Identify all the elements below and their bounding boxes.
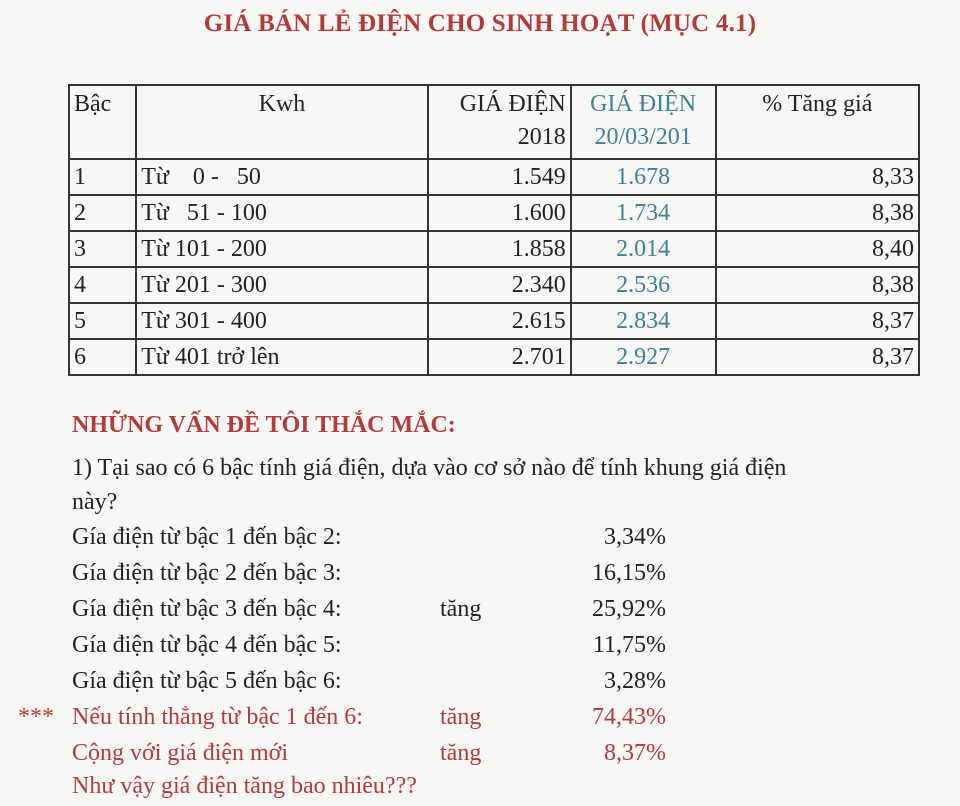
row-value: 8,37%: [604, 740, 666, 766]
cell-kwh: Từ 301 - 400: [136, 303, 427, 339]
cell-pct: 8,37: [716, 303, 919, 339]
cell-price-2018: 2.615: [428, 303, 571, 339]
cell-kwh: Từ 0 - 50: [136, 159, 427, 195]
cell-bac: 3: [69, 231, 136, 267]
list-item: [0, 627, 960, 663]
cell-price-new: 2.834: [571, 303, 716, 339]
row-word: tăng: [440, 704, 482, 730]
table-row: [69, 159, 919, 195]
row-value: 11,75%: [592, 632, 666, 658]
cell-price-new: 1.734: [571, 195, 716, 231]
price-table: [68, 84, 920, 376]
list-item: [0, 555, 960, 591]
row-label: Gía điện từ bậc 2 đến bậc 3:: [72, 560, 342, 586]
row-label: Gía điện từ bậc 1 đến bậc 2:: [72, 524, 342, 550]
cell-price-new: 2.014: [571, 231, 716, 267]
cell-price-new: 2.536: [571, 267, 716, 303]
row-label: Gía điện từ bậc 3 đến bậc 4:: [72, 596, 342, 622]
row-value: 3,28%: [604, 668, 666, 694]
header-price-2018-line1: GIÁ ĐIỆN: [459, 91, 566, 117]
cell-price-2018: 1.549: [428, 159, 571, 195]
cell-kwh: Từ 201 - 300: [136, 267, 427, 303]
cell-bac: 2: [69, 195, 136, 231]
header-price-new: [571, 85, 716, 159]
section-heading: NHỮNG VẤN ĐỀ TÔI THẮC MẮC:: [72, 412, 456, 438]
header-pct-increase: % Tăng giá: [716, 85, 919, 159]
cell-pct: 8,33: [716, 159, 919, 195]
row-label: Gía điện từ bậc 5 đến bậc 6:: [72, 668, 342, 694]
table-row: [69, 303, 919, 339]
cell-price-2018: 1.858: [428, 231, 571, 267]
page-title: GIÁ BÁN LẺ ĐIỆN CHO SINH HOẠT (MỤC 4.1): [203, 10, 757, 37]
cell-bac: 5: [69, 303, 136, 339]
increase-list: [0, 519, 960, 771]
row-word: tăng: [440, 596, 482, 622]
question-text: 1) Tại sao có 6 bậc tính giá điện, dựa vào cơ sở nào để tính khung giá điện này?: [72, 455, 787, 515]
cell-bac: 1: [69, 159, 136, 195]
cell-kwh: Từ 101 - 200: [136, 231, 427, 267]
cell-pct: 8,38: [716, 267, 919, 303]
row-marker: ***: [18, 704, 54, 730]
row-value: 25,92%: [592, 596, 666, 622]
cell-pct: 8,40: [716, 231, 919, 267]
cell-pct: 8,37: [716, 339, 919, 375]
row-value: 74,43%: [592, 704, 666, 730]
cell-kwh: Từ 51 - 100: [136, 195, 427, 231]
table-row: [69, 339, 919, 375]
table-row: [69, 231, 919, 267]
table-header-row: [69, 85, 919, 159]
cell-kwh: Từ 401 trở lên: [136, 339, 427, 375]
cell-price-2018: 1.600: [428, 195, 571, 231]
list-item: [0, 519, 960, 555]
cell-price-2018: 2.701: [428, 339, 571, 375]
table-row: [69, 195, 919, 231]
cell-pct: 8,38: [716, 195, 919, 231]
row-label: Gía điện từ bậc 4 đến bậc 5:: [72, 632, 342, 658]
header-bac: Bậc: [69, 85, 136, 159]
header-price-new-line2: 20/03/201: [594, 124, 692, 150]
list-item: [0, 663, 960, 699]
cell-price-2018: 2.340: [428, 267, 571, 303]
header-price-2018-line2: 2018: [517, 124, 566, 150]
header-price-new-line1: GIÁ ĐIỆN: [590, 91, 697, 117]
row-value: 16,15%: [592, 560, 666, 586]
cell-bac: 6: [69, 339, 136, 375]
cell-price-new: 2.927: [571, 339, 716, 375]
cell-bac: 4: [69, 267, 136, 303]
header-price-2018: [428, 85, 571, 159]
row-label: Cộng với giá điện mới: [72, 740, 289, 766]
row-word: tăng: [440, 740, 482, 766]
list-item-total: [0, 699, 960, 735]
list-item: [0, 591, 960, 627]
list-item-new-price: [0, 735, 960, 771]
row-label: Nếu tính thẳng từ bậc 1 đến 6:: [72, 704, 363, 730]
closing-question: Như vậy giá điện tăng bao nhiêu???: [72, 773, 417, 799]
cell-price-new: 1.678: [571, 159, 716, 195]
table-row: [69, 267, 919, 303]
row-value: 3,34%: [604, 524, 666, 550]
header-kwh: Kwh: [136, 85, 427, 159]
